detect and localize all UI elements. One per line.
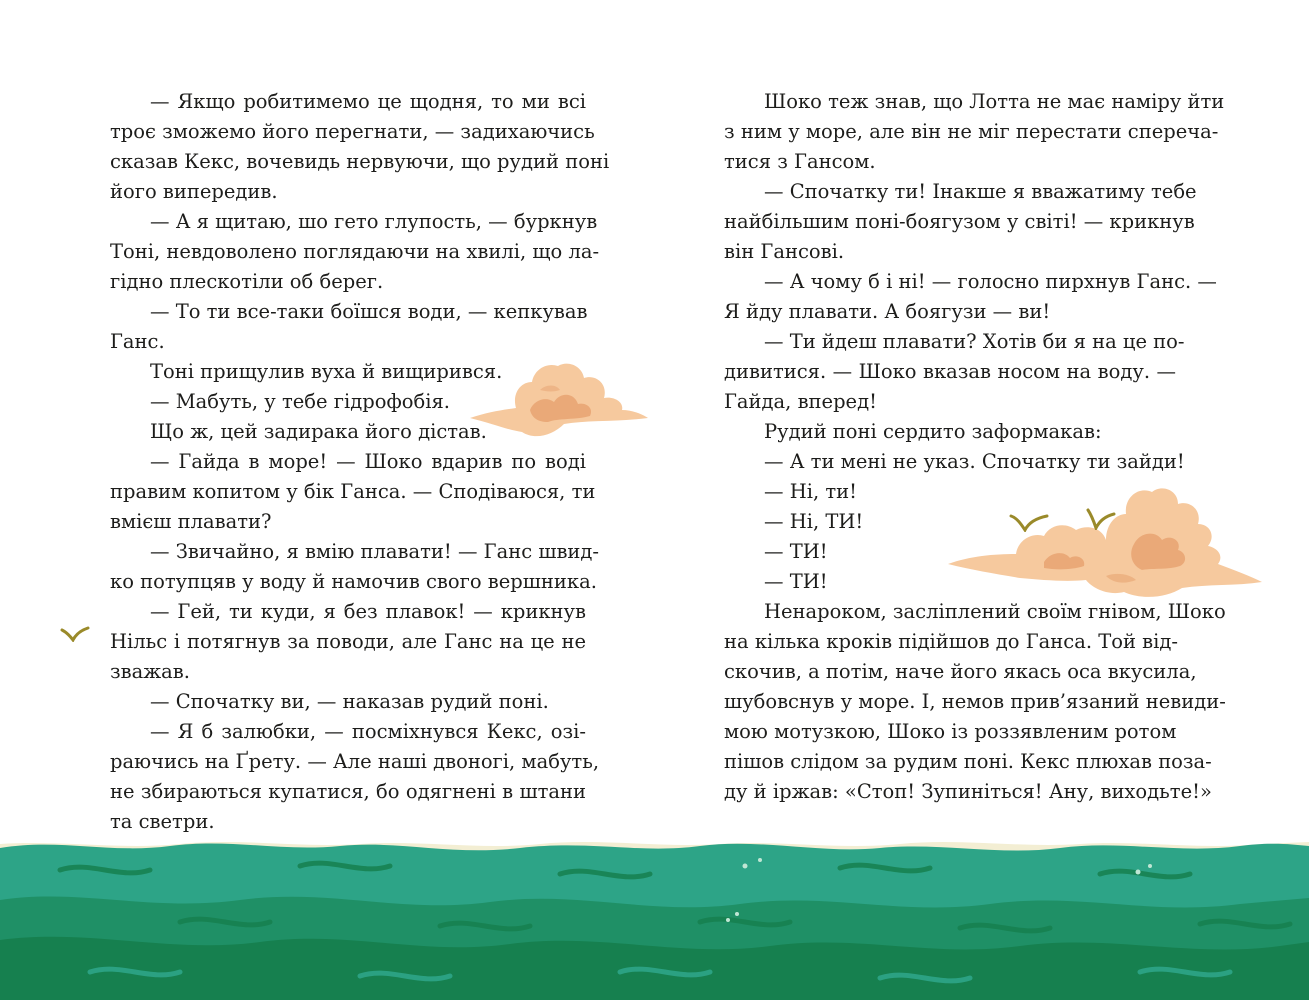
text-line: зважав. <box>110 660 190 683</box>
text-line: скочив, а потім, наче його якась оса вкусила, <box>724 660 1197 683</box>
text-line: тися з Гансом. <box>724 150 876 173</box>
text-line: — Ти йдеш плавати? Хотів би я на це по- <box>764 330 1185 353</box>
bird-icon <box>1009 512 1049 532</box>
text-line: — Спочатку ти! Інакше я вважатиму тебе <box>764 180 1197 203</box>
text-line: Шоко теж знав, що Лотта не має наміру йти <box>764 90 1225 113</box>
text-line: — Гей, ти куди, я без плавок! — крикнув <box>150 600 586 623</box>
text-line: Я йду плавати. А боягузи — ви! <box>724 300 1051 323</box>
cloud-icon <box>468 360 650 440</box>
text-line: Гайда, вперед! <box>724 390 877 413</box>
text-line: Тоні прищулив вуха й вищирився. <box>150 360 503 383</box>
text-line: пішов слідом за рудим поні. Кекс плюхав поза- <box>724 750 1212 773</box>
text-line: на кілька кроків підійшов до Ганса. Той від- <box>724 630 1178 653</box>
text-line: правим копитом у бік Ганса. — Сподіваюся, ти <box>110 480 596 503</box>
text-line: — А я щитаю, шо гето глупость, — буркнув <box>150 210 598 233</box>
text-line: — А ти мені не указ. Спочатку ти зайди! <box>764 450 1185 473</box>
text-line: він Гансові. <box>724 240 845 263</box>
text-line: найбільшим поні-боягузом у світі! — крикнув <box>724 210 1195 233</box>
sea-waves <box>0 830 1309 1000</box>
cloud-icon <box>946 484 1264 600</box>
text-line: ду й іржав: «Стоп! Зупиніться! Ану, виходьте!» <box>724 780 1212 803</box>
text-line: Рудий поні сердито заформакав: <box>764 420 1102 443</box>
text-line: — ТИ! <box>764 540 828 563</box>
text-line: — Звичайно, я вмію плавати! — Ганс швид- <box>150 540 600 563</box>
right-text-column <box>724 87 1226 807</box>
text-line: — Ні, ти! <box>764 480 857 503</box>
text-line: Ненароком, засліплений своїм гнівом, Шоко <box>764 600 1226 623</box>
text-line: шубовснув у море. І, немов прив’язаний невиди- <box>724 690 1226 713</box>
left-text-column <box>110 87 610 837</box>
text-line: та светри. <box>110 810 215 833</box>
text-line: — А чому б і ні! — голосно пирхнув Ганс. — <box>764 270 1217 293</box>
bird-icon <box>60 626 90 642</box>
text-line: мою мотузкою, Шоко із роззявленим ротом <box>724 720 1177 743</box>
text-line: вмієш плавати? <box>110 510 272 533</box>
text-line: — ТИ! <box>764 570 828 593</box>
bird-icon <box>1086 508 1116 530</box>
text-line: — Мабуть, у тебе гідрофобія. <box>150 390 450 413</box>
text-line: його випередив. <box>110 180 278 203</box>
text-line: — Ні, ТИ! <box>764 510 864 533</box>
text-line: Нільс і потягнув за поводи, але Ганс на це не <box>110 630 586 653</box>
text-line: — Спочатку ви, — наказав рудий поні. <box>150 690 549 713</box>
text-line: троє зможемо його перегнати, — задихаючись <box>110 120 595 143</box>
text-line: раючись на Ґрету. — Але наші двоногі, мабуть, <box>110 750 600 773</box>
text-line: з ним у море, але він не міг перестати спереча- <box>724 120 1219 143</box>
text-line: — То ти все-таки боїшся води, — кепкував <box>150 300 588 323</box>
text-line: — Гайда в море! — Шоко вдарив по воді <box>150 450 586 473</box>
text-line: — Я б залюбки, — посміхнувся Кекс, озі- <box>150 720 586 743</box>
text-line: не збираються купатися, бо одягнені в штани <box>110 780 586 803</box>
text-line: Тоні, невдоволено поглядаючи на хвилі, що ла- <box>110 240 600 263</box>
text-line: гідно плескотіли об берег. <box>110 270 384 293</box>
text-line: сказав Кекс, вочевидь нервуючи, що рудий поні <box>110 150 610 173</box>
text-line: Що ж, цей задирака його дістав. <box>150 420 487 443</box>
text-line: ко потупцяв у воду й намочив свого вершника. <box>110 570 597 593</box>
text-line: — Якщо робитимемо це щодня, то ми всі <box>150 90 586 113</box>
text-line: Ганс. <box>110 330 165 353</box>
text-line: дивитися. — Шоко вказав носом на воду. — <box>724 360 1176 383</box>
